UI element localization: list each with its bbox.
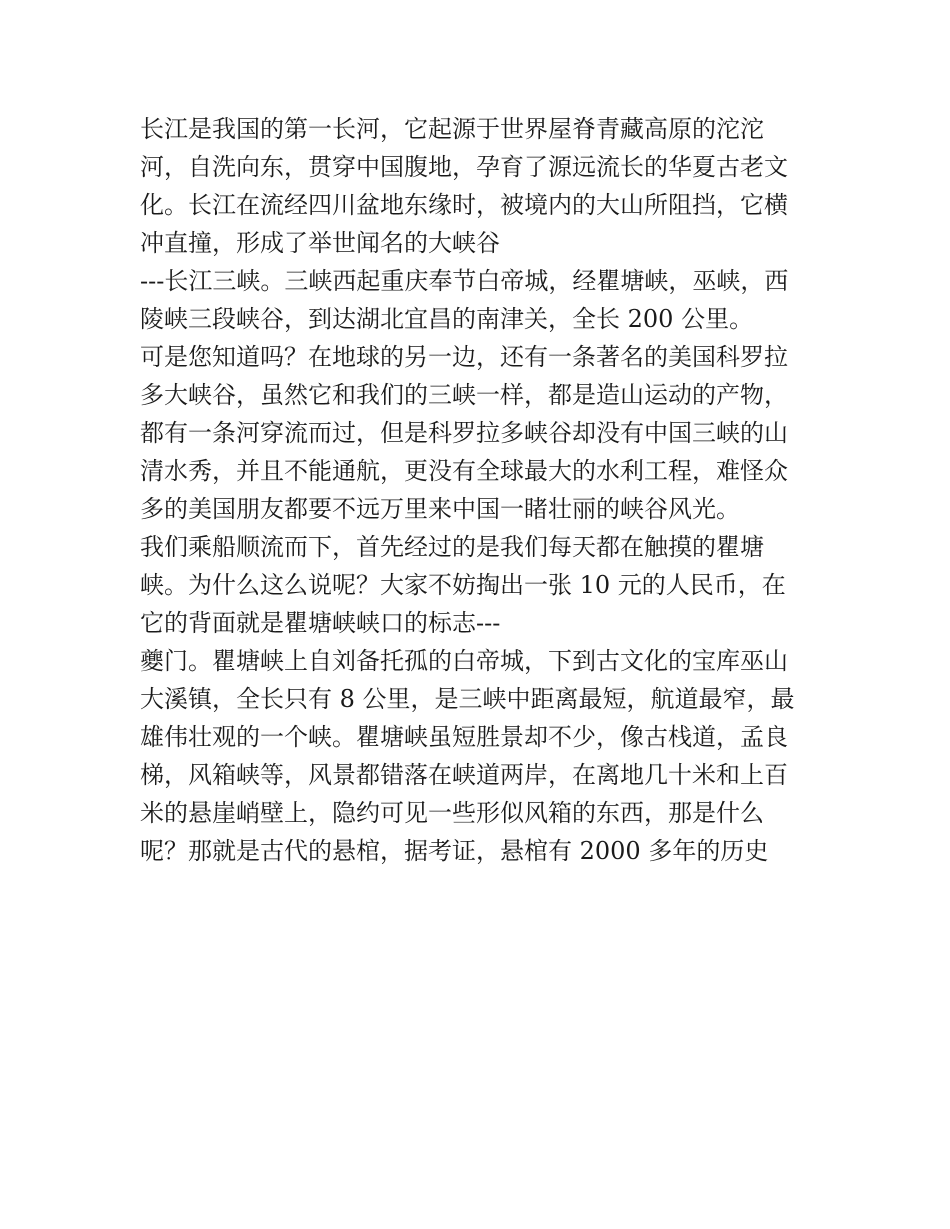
text-line: 它的背面就是瞿塘峡峡口的标志--- — [140, 609, 501, 637]
text-line: 都有一条河穿流而过，但是科罗拉多峡谷却没有中国三峡的山 — [140, 419, 788, 447]
text-line: 冲直撞，形成了举世闻名的大峡谷 — [140, 229, 500, 257]
text-line: 米的悬崖峭壁上，隐约可见一些形似风箱的东西，那是什么 — [140, 799, 764, 827]
text-line: 大溪镇，全长只有 8 公里，是三峡中距离最短，航道最窄，最 — [140, 685, 795, 713]
text-line: 河，自洗向东，贯穿中国腹地，孕育了源远流长的华夏古老文 — [140, 153, 788, 181]
text-line: 多的美国朋友都要不远万里来中国一睹壮丽的峡谷风光。 — [140, 495, 740, 523]
text-line: 多大峡谷，虽然它和我们的三峡一样，都是造山运动的产物， — [140, 381, 788, 409]
text-line: 可是您知道吗？在地球的另一边，还有一条著名的美国科罗拉 — [140, 343, 788, 371]
text-line: 清水秀，并且不能通航，更没有全球最大的水利工程，难怪众 — [140, 457, 788, 485]
text-line: ---长江三峡。三峡西起重庆奉节白帝城，经瞿塘峡，巫峡，西 — [140, 267, 789, 295]
text-line: 呢？那就是古代的悬棺，据考证，悬棺有 2000 多年的历史 — [140, 837, 769, 865]
text-line: 长江是我国的第一长河，它起源于世界屋脊青藏高原的沱沱 — [140, 115, 764, 143]
document-body — [140, 110, 820, 870]
text-line: 陵峡三段峡谷，到达湖北宜昌的南津关，全长 200 公里。 — [140, 305, 754, 333]
text-line: 雄伟壮观的一个峡。瞿塘峡虽短胜景却不少，像古栈道，孟良 — [140, 723, 788, 751]
text-line: 梯，风箱峡等，风景都错落在峡道两岸，在离地几十米和上百 — [140, 761, 788, 789]
text-line: 我们乘船顺流而下，首先经过的是我们每天都在触摸的瞿塘 — [140, 533, 764, 561]
text-line: 夔门。瞿塘峡上自刘备托孤的白帝城，下到古文化的宝库巫山 — [140, 647, 788, 675]
text-line: 化。长江在流经四川盆地东缘时，被境内的大山所阻挡，它横 — [140, 191, 788, 219]
text-line: 峡。为什么这么说呢？大家不妨掏出一张 10 元的人民币，在 — [140, 571, 786, 599]
